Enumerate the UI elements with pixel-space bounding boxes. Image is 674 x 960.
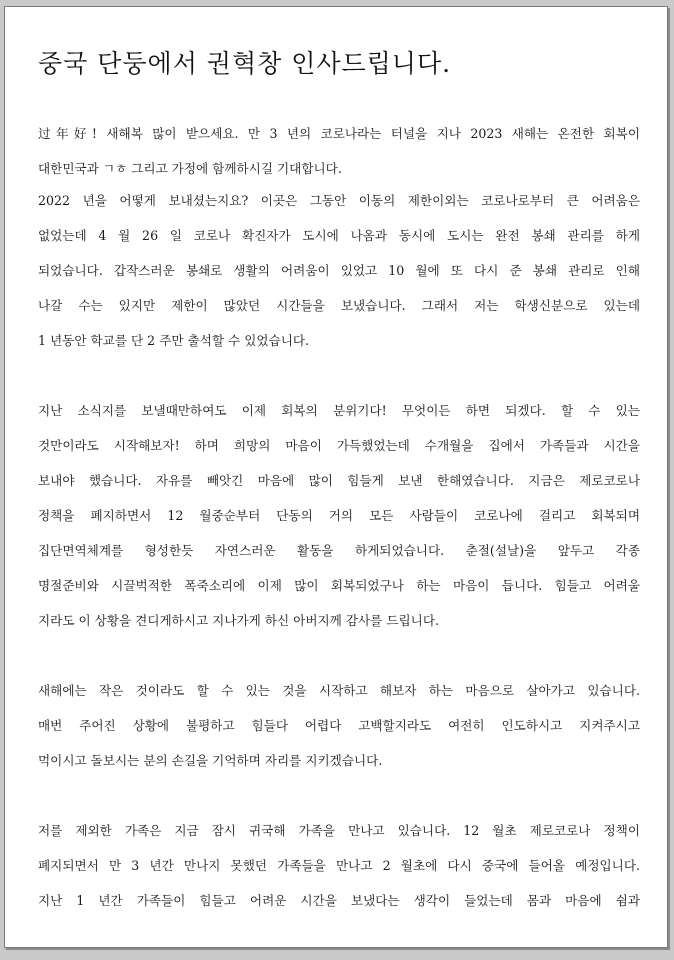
text-line: 지난 소식지를 보낼때만하여도 이제 회복의 분위기다! 무엇이든 하면 되겠다. 할 수 있는 [38,403,640,418]
document-title: 중국 단둥에서 권혁창 인사드립니다. [38,49,452,78]
text-line: 없었는데 4 월 26 일 코로나 확진자가 도시에 나옴과 동시에 도시는 완전 봉쇄 관리를 하게 [38,228,640,243]
text-line: 정책을 폐지하면서 12 월중순부터 단동의 거의 모든 사람들이 코로나에 걸리고 회복되며 [38,508,640,523]
text-line: 집단면역체계를 형성한듯 자연스러운 활동을 하게되었습니다. 춘절(설날)을 앞두고 각종 [38,543,640,558]
text-line: 먹이시고 돌보시는 분의 손길을 기억하며 자리를 지키겠습니다. [38,753,383,768]
text-line: 저를 제외한 가족은 지금 잠시 귀국해 가족을 만나고 있습니다. 12 월초 제로코로나 정책이 [38,823,640,838]
text-line: 보내야 했습니다. 자유를 빼앗긴 마음에 많이 힘들게 보낸 한해였습니다. 지금은 제로코로나 [38,473,640,488]
text-line: 过年好! 새해복 많이 받으세요. 만 3 년의 코로나라는 터널을 지나 2023 새해는 온전한 회복이 [38,126,640,141]
text-line: 지라도 이 상황을 견디게하시고 지나가게 하신 아버지께 감사를 드립니다. [38,613,439,628]
text-line: 명절준비와 시끌벅적한 폭죽소리에 이제 많이 회복되었구나 하는 마음이 듭니다. 힘들고 어려울 [38,578,640,593]
text-line: 폐지되면서 만 3 년간 만나지 못했던 가족들을 만나고 2 월초에 다시 중국에 들어올 예정입니다. [38,858,640,873]
text-line: 되었습니다. 갑작스러운 봉쇄로 생활의 어려움이 있었고 10 월에 또 다시 준 봉쇄 관리로 인해 [38,263,640,278]
text-line: 1 년동안 학교를 단 2 주만 출석할 수 있었습니다. [38,333,310,348]
text-line: 매번 주어진 상황에 불평하고 힘들다 어렵다 고백할지라도 여전히 인도하시고 지켜주시고 [38,718,640,733]
text-line: 새해에는 작은 것이라도 할 수 있는 것을 시작하고 해보자 하는 마음으로 살아가고 있습니다. [38,683,640,698]
text-line: 나갈 수는 있지만 제한이 많았던 시간들을 보냈습니다. 그래서 저는 학생신분으로 있는데 [38,298,640,313]
text-line: 지난 1 년간 가족들이 힘들고 어려운 시간을 보냈다는 생각이 들었는데 몸과 마음에 쉼과 [38,893,640,908]
document-page [4,6,668,948]
text-line: 것만이라도 시작해보자! 하며 희망의 마음이 가득했었는데 수개월을 집에서 가족들과 시간을 [38,438,640,453]
text-line: 대한민국과 ㄱㅎ 그리고 가정에 함께하시길 기대합니다. [38,161,342,176]
text-line: 2022 년을 어떻게 보내셨는지요? 이곳은 그동안 이동의 제한이외는 코로나로부터 큰 어려움은 [38,193,640,208]
